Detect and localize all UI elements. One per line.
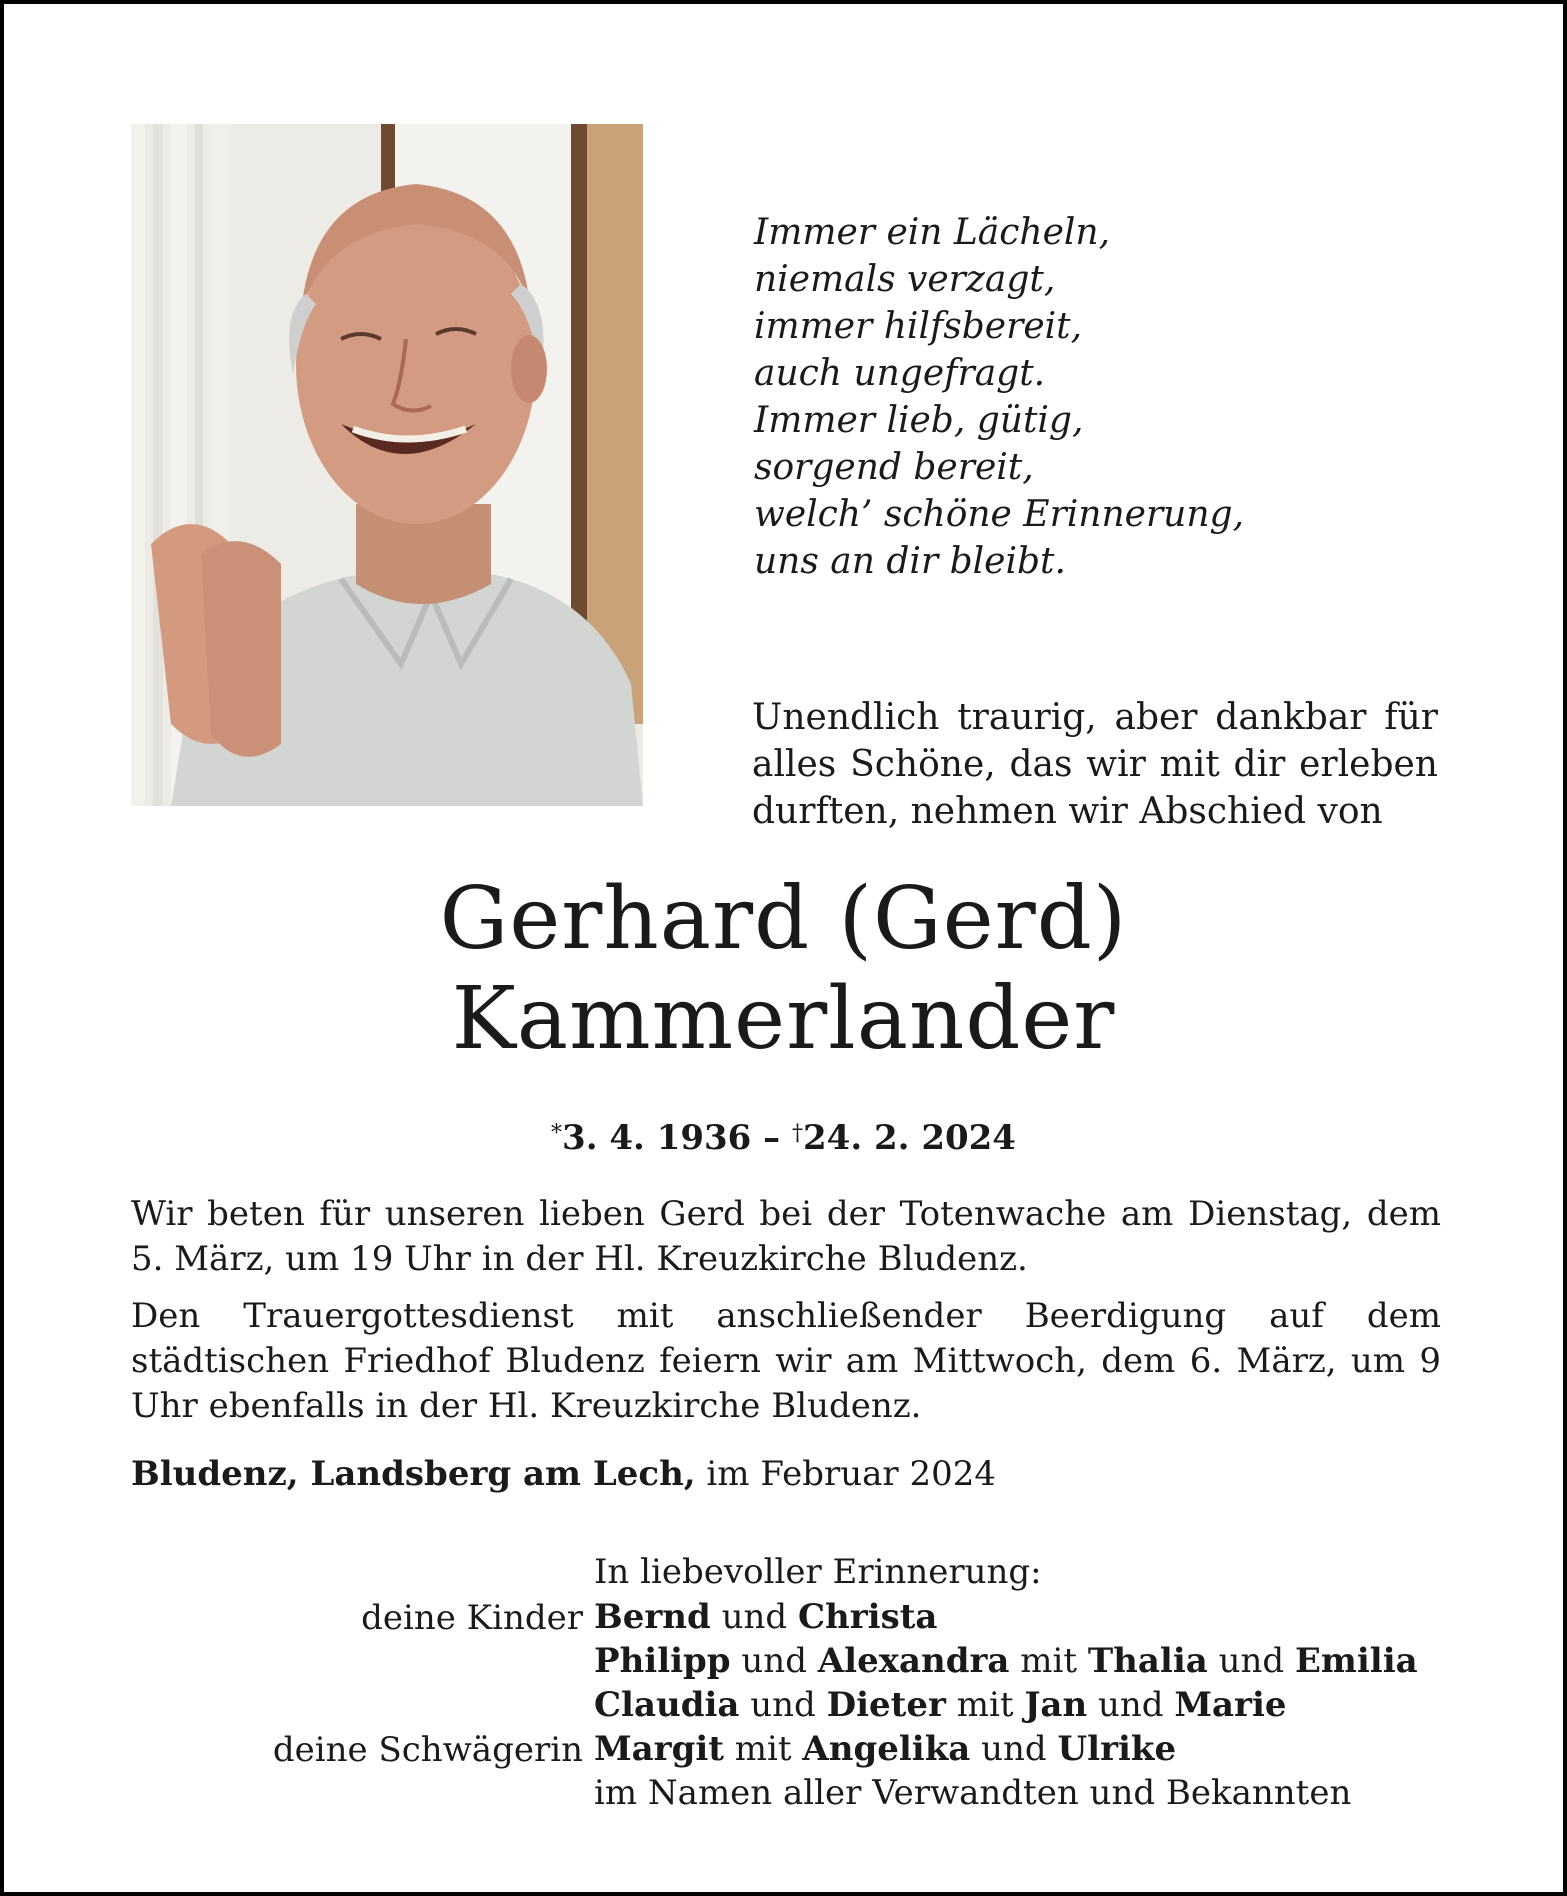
mourner-name: Marie — [1174, 1685, 1287, 1725]
connector-word: und — [970, 1729, 1058, 1769]
birth-symbol: * — [551, 1121, 563, 1146]
children-label: deine Kinder — [361, 1598, 583, 1638]
poem-line: Immer lieb, gütig, — [754, 400, 1084, 441]
poem-line: uns an dir bleibt. — [754, 541, 1066, 582]
mourner-line — [594, 1683, 1418, 1727]
mourner-name: Dieter — [826, 1685, 946, 1725]
mourner-name: Margit — [594, 1729, 724, 1769]
mourner-line — [594, 1727, 1418, 1771]
name-line-1: Gerhard (Gerd) — [439, 869, 1128, 969]
funeral-paragraph: Den Trauergottesdienst mit anschließender Beerdigung auf dem städtischen Friedhof Bludenz feiern wir am Mittwoch, dem 6. März, um 9 Uhr ebenfalls in der Hl. Kreuzkirche Bludenz. — [131, 1296, 1441, 1426]
mourner-name: Christa — [797, 1597, 938, 1637]
poem-line: immer hilfsbereit, — [754, 306, 1083, 347]
mourner-name: Thalia — [1087, 1641, 1208, 1681]
wake-paragraph: Wir beten für unseren lieben Gerd bei der Totenwache am Dienstag, dem 5. März, um 19 Uhr in der Hl. Kreuzkirche Bludenz. — [131, 1194, 1441, 1279]
mourner-line — [594, 1639, 1418, 1683]
portrait-photo — [131, 124, 643, 806]
connector-word: mit — [945, 1685, 1025, 1725]
poem-line: auch ungefragt. — [754, 353, 1046, 394]
farewell-intro: Unendlich traurig, aber dankbar für alles Schöne, das wir mit dir erleben durften, nehmen wir Abschied von — [752, 697, 1438, 832]
mourner-line — [594, 1595, 1418, 1639]
memorial-poem — [754, 209, 1274, 585]
life-dates — [4, 1116, 1563, 1160]
death-date: 24. 2. 2024 — [803, 1118, 1016, 1158]
mourners-heading: In liebevoller Erinnerung: — [594, 1552, 1042, 1592]
portrait-illustration — [131, 124, 643, 806]
connector-word: und — [739, 1685, 827, 1725]
mourner-name: Bernd — [594, 1597, 711, 1637]
name-line-2: Kammerlander — [451, 969, 1116, 1069]
poem-line: welch’ schöne Erinnerung, — [754, 494, 1245, 535]
birth-date: 3. 4. 1936 — [562, 1118, 752, 1158]
connector-word: und — [1207, 1641, 1295, 1681]
poem-line: niemals verzagt, — [754, 259, 1056, 300]
mourner-list — [594, 1595, 1418, 1815]
mourner-name: Ulrike — [1057, 1729, 1177, 1769]
mourner-name: Jan — [1024, 1685, 1088, 1725]
connector-word: und — [1087, 1685, 1175, 1725]
mourner-name: Alexandra — [817, 1641, 1010, 1681]
connector-word: mit — [1009, 1641, 1088, 1681]
closing-line: im Namen aller Verwandten und Bekannten — [594, 1773, 1352, 1813]
date-separator: – — [751, 1118, 793, 1158]
connector-word: und — [710, 1597, 798, 1637]
place-date-line — [131, 1452, 1331, 1497]
sister-in-law-label: deine Schwägerin — [272, 1730, 583, 1770]
deceased-name — [4, 869, 1563, 1069]
connector-word: mit — [723, 1729, 803, 1769]
mourner-name: Angelika — [802, 1729, 971, 1769]
mourner-name: Philipp — [594, 1641, 731, 1681]
mourner-name: Emilia — [1294, 1641, 1418, 1681]
poem-line: Immer ein Lächeln, — [754, 212, 1111, 253]
death-symbol: † — [792, 1121, 804, 1146]
obituary-page — [4, 4, 1563, 1892]
connector-word: und — [730, 1641, 818, 1681]
place-names: Bludenz, Landsberg am Lech, — [131, 1454, 696, 1494]
mourner-name: Claudia — [594, 1685, 740, 1725]
poem-line: sorgend bereit, — [754, 447, 1034, 488]
month-year: im Februar 2024 — [695, 1454, 996, 1494]
